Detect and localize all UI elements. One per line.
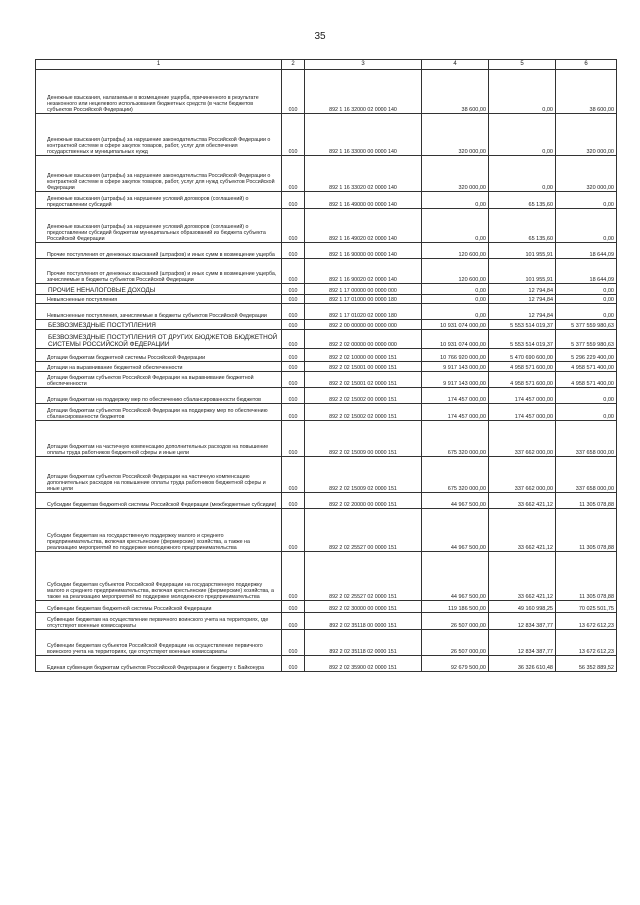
table-row (36, 192, 617, 209)
revenue-name-cell: Единая субвенция бюджетам субъектов Российской Федерации и бюджету г. Байконура (36, 656, 282, 672)
unexecuted-amount-cell: 13 672 612,23 (556, 613, 617, 630)
revenue-name-cell: Дотации бюджетам субъектов Российской Федерации на поддержку мер по обеспечению сбалансированности бюджетов (36, 404, 282, 421)
budget-classification-code-cell: 892 2 02 15002 02 0000 151 (305, 404, 422, 421)
revenue-name-cell: Дотации бюджетам субъектов Российской Федерации на выравнивание бюджетной обеспеченности (36, 372, 282, 388)
unexecuted-amount-cell: 337 658 000,00 (556, 421, 617, 457)
table-row (36, 320, 617, 330)
budget-classification-code-cell: 892 1 17 00000 00 0000 000 (305, 284, 422, 295)
line-code-cell: 010 (282, 613, 305, 630)
budget-classification-code-cell: 892 2 02 15009 02 0000 151 (305, 457, 422, 493)
revenue-name-cell: Денежные взыскания (штрафы) за нарушение законодательства Российской Федерации о контрактной системе в сфере закупок товаров, работ, услуг для нужд субъектов Российской Федерации (36, 156, 282, 192)
revenue-name-cell: Дотации бюджетам бюджетной системы Российской Федерации (36, 349, 282, 362)
revenue-name-cell: Субсидии бюджетам субъектов Российской Федерации на государственную поддержку малого и среднего предпринимательства, включая крестьянские (фермерские) хозяйства, а также на реализацию мероприятий по поддержке молодежного предпринимательства (36, 552, 282, 601)
unexecuted-amount-cell: 56 352 889,52 (556, 656, 617, 672)
table-row (36, 304, 617, 320)
approved-plan-cell: 0,00 (422, 284, 489, 295)
budget-classification-code-cell: 892 2 02 15009 00 0000 151 (305, 421, 422, 457)
approved-plan-cell: 675 320 000,00 (422, 421, 489, 457)
approved-plan-cell: 92 679 500,00 (422, 656, 489, 672)
executed-amount-cell: 12 794,84 (489, 295, 556, 304)
approved-plan-cell: 10 931 074 000,00 (422, 320, 489, 330)
line-code-cell: 010 (282, 304, 305, 320)
executed-amount-cell: 36 326 610,48 (489, 656, 556, 672)
executed-amount-cell: 174 457 000,00 (489, 388, 556, 404)
revenue-name-cell: Денежные взыскания (штрафы) за нарушение условий договоров (соглашений) о предоставлении субсидий бюджетам муниципальных образований из бюджета субъекта Российской Федерации (36, 209, 282, 243)
unexecuted-amount-cell: 5 296 229 400,00 (556, 349, 617, 362)
revenue-name-cell: Субвенции бюджетам субъектов Российской Федерации на осуществление первичного воинского учета на территориях, где отсутствуют военные комиссариаты (36, 630, 282, 656)
executed-amount-cell: 5 553 514 019,37 (489, 320, 556, 330)
unexecuted-amount-cell: 0,00 (556, 404, 617, 421)
table-row (36, 209, 617, 243)
column-header: 1 (36, 60, 282, 70)
approved-plan-cell: 44 967 500,00 (422, 509, 489, 552)
column-header: 4 (422, 60, 489, 70)
line-code-cell: 010 (282, 114, 305, 156)
executed-amount-cell: 174 457 000,00 (489, 404, 556, 421)
unexecuted-amount-cell: 18 644,09 (556, 259, 617, 284)
table-row (36, 388, 617, 404)
line-code-cell: 010 (282, 362, 305, 372)
table-row (36, 114, 617, 156)
budget-classification-code-cell: 892 2 02 25527 00 0000 151 (305, 509, 422, 552)
budget-classification-code-cell: 892 2 02 30000 00 0000 151 (305, 601, 422, 613)
unexecuted-amount-cell: 0,00 (556, 192, 617, 209)
executed-amount-cell: 49 160 998,25 (489, 601, 556, 613)
revenue-name-cell: Невыясненные поступления (36, 295, 282, 304)
approved-plan-cell: 119 186 500,00 (422, 601, 489, 613)
executed-amount-cell: 12 834 387,77 (489, 630, 556, 656)
table-row (36, 404, 617, 421)
table-row (36, 349, 617, 362)
executed-amount-cell: 101 955,91 (489, 243, 556, 259)
approved-plan-cell: 120 600,00 (422, 243, 489, 259)
budget-classification-code-cell: 892 1 16 32000 02 0000 140 (305, 70, 422, 114)
revenue-name-cell: Дотации бюджетам на поддержку мер по обеспечению сбалансированности бюджетов (36, 388, 282, 404)
revenue-name-cell: Субвенции бюджетам бюджетной системы Российской Федерации (36, 601, 282, 613)
unexecuted-amount-cell: 70 025 501,75 (556, 601, 617, 613)
approved-plan-cell: 10 931 074 000,00 (422, 330, 489, 349)
table-row (36, 70, 617, 114)
revenue-name-cell: Дотации бюджетам субъектов Российской Федерации на частичную компенсацию дополнительных расходов на повышение оплаты труда работников бюджетной сферы и иные цели (36, 457, 282, 493)
revenue-name-cell: Прочие поступления от денежных взысканий (штрафов) и иных сумм в возмещение ущерба, зачисляемые в бюджеты субъектов Российской Федерации (36, 259, 282, 284)
line-code-cell: 010 (282, 209, 305, 243)
line-code-cell: 010 (282, 493, 305, 509)
budget-classification-code-cell: 892 2 02 15001 02 0000 151 (305, 372, 422, 388)
unexecuted-amount-cell: 320 000,00 (556, 114, 617, 156)
table-row (36, 362, 617, 372)
budget-classification-code-cell: 892 2 02 15002 00 0000 151 (305, 388, 422, 404)
executed-amount-cell: 5 470 690 600,00 (489, 349, 556, 362)
approved-plan-cell: 26 507 000,00 (422, 613, 489, 630)
approved-plan-cell: 174 457 000,00 (422, 388, 489, 404)
revenue-name-cell: ПРОЧИЕ НЕНАЛОГОВЫЕ ДОХОДЫ (36, 284, 282, 295)
approved-plan-cell: 44 967 500,00 (422, 493, 489, 509)
executed-amount-cell: 0,00 (489, 156, 556, 192)
approved-plan-cell: 10 766 920 000,00 (422, 349, 489, 362)
budget-classification-code-cell: 892 1 16 49020 02 0000 140 (305, 209, 422, 243)
executed-amount-cell: 0,00 (489, 114, 556, 156)
executed-amount-cell: 0,00 (489, 70, 556, 114)
budget-classification-code-cell: 892 2 02 35900 02 0000 151 (305, 656, 422, 672)
executed-amount-cell: 4 958 571 600,00 (489, 372, 556, 388)
column-header: 6 (556, 60, 617, 70)
column-header: 2 (282, 60, 305, 70)
approved-plan-cell: 26 507 000,00 (422, 630, 489, 656)
table-row (36, 601, 617, 613)
budget-classification-code-cell: 892 1 16 90020 02 0000 140 (305, 259, 422, 284)
budget-classification-code-cell: 892 2 02 35118 00 0000 151 (305, 613, 422, 630)
budget-classification-code-cell: 892 2 02 15001 00 0000 151 (305, 362, 422, 372)
approved-plan-cell: 320 000,00 (422, 156, 489, 192)
line-code-cell: 010 (282, 349, 305, 362)
budget-classification-code-cell: 892 1 16 90000 00 0000 140 (305, 243, 422, 259)
revenue-name-cell: Субсидии бюджетам бюджетной системы Российской Федерации (межбюджетные субсидии) (36, 493, 282, 509)
table-row (36, 421, 617, 457)
budget-classification-code-cell: 892 1 16 49000 00 0000 140 (305, 192, 422, 209)
line-code-cell: 010 (282, 243, 305, 259)
line-code-cell: 010 (282, 320, 305, 330)
budget-classification-code-cell: 892 2 02 00000 00 0000 000 (305, 330, 422, 349)
unexecuted-amount-cell: 4 958 571 400,00 (556, 362, 617, 372)
revenue-name-cell: Невыясненные поступления, зачисляемые в бюджеты субъектов Российской Федерации (36, 304, 282, 320)
table-row (36, 156, 617, 192)
line-code-cell: 010 (282, 330, 305, 349)
unexecuted-amount-cell: 18 644,09 (556, 243, 617, 259)
executed-amount-cell: 4 958 571 600,00 (489, 362, 556, 372)
table-row (36, 630, 617, 656)
unexecuted-amount-cell: 4 958 571 400,00 (556, 372, 617, 388)
table-row (36, 457, 617, 493)
approved-plan-cell: 9 917 143 000,00 (422, 372, 489, 388)
table-row (36, 493, 617, 509)
revenue-name-cell: Дотации бюджетам на частичную компенсацию дополнительных расходов на повышение оплаты труда работников бюджетной сферы и иные цели (36, 421, 282, 457)
executed-amount-cell: 33 662 421,12 (489, 493, 556, 509)
line-code-cell: 010 (282, 509, 305, 552)
line-code-cell: 010 (282, 601, 305, 613)
executed-amount-cell: 33 662 421,12 (489, 552, 556, 601)
line-code-cell: 010 (282, 70, 305, 114)
budget-classification-code-cell: 892 1 17 01000 00 0000 180 (305, 295, 422, 304)
column-number-row (36, 60, 617, 70)
unexecuted-amount-cell: 337 658 000,00 (556, 457, 617, 493)
table-row (36, 243, 617, 259)
table-body (36, 70, 617, 672)
budget-classification-code-cell: 892 2 02 35118 02 0000 151 (305, 630, 422, 656)
approved-plan-cell: 675 320 000,00 (422, 457, 489, 493)
revenue-name-cell: Денежные взыскания, налагаемые в возмещение ущерба, причиненного в результате незаконного или нецелевого использования бюджетных средств (в части бюджетов субъектов Российской Федерации) (36, 70, 282, 114)
executed-amount-cell: 12 794,84 (489, 304, 556, 320)
line-code-cell: 010 (282, 388, 305, 404)
unexecuted-amount-cell: 0,00 (556, 295, 617, 304)
table-row (36, 509, 617, 552)
line-code-cell: 010 (282, 156, 305, 192)
executed-amount-cell: 33 662 421,12 (489, 509, 556, 552)
approved-plan-cell: 9 917 143 000,00 (422, 362, 489, 372)
executed-amount-cell: 337 662 000,00 (489, 421, 556, 457)
budget-report-table (35, 59, 617, 672)
budget-classification-code-cell: 892 1 17 01020 02 0000 180 (305, 304, 422, 320)
executed-amount-cell: 12 834 387,77 (489, 613, 556, 630)
line-code-cell: 010 (282, 630, 305, 656)
column-header: 3 (305, 60, 422, 70)
table-row (36, 330, 617, 349)
line-code-cell: 010 (282, 192, 305, 209)
revenue-name-cell: БЕЗВОЗМЕЗДНЫЕ ПОСТУПЛЕНИЯ (36, 320, 282, 330)
unexecuted-amount-cell: 11 305 078,88 (556, 552, 617, 601)
approved-plan-cell: 44 967 500,00 (422, 552, 489, 601)
approved-plan-cell: 0,00 (422, 295, 489, 304)
unexecuted-amount-cell: 0,00 (556, 284, 617, 295)
approved-plan-cell: 0,00 (422, 304, 489, 320)
budget-classification-code-cell: 892 2 02 25527 02 0000 151 (305, 552, 422, 601)
line-code-cell: 010 (282, 552, 305, 601)
approved-plan-cell: 38 600,00 (422, 70, 489, 114)
approved-plan-cell: 174 457 000,00 (422, 404, 489, 421)
unexecuted-amount-cell: 5 377 559 980,63 (556, 330, 617, 349)
approved-plan-cell: 120 600,00 (422, 259, 489, 284)
revenue-name-cell: Денежные взыскания (штрафы) за нарушение законодательства Российской Федерации о контрактной системе в сфере закупок товаров, работ, услуг для обеспечения государственных и муниципальных нужд (36, 114, 282, 156)
revenue-name-cell: Прочие поступления от денежных взысканий (штрафов) и иных сумм в возмещение ущерба (36, 243, 282, 259)
line-code-cell: 010 (282, 295, 305, 304)
executed-amount-cell: 65 135,60 (489, 192, 556, 209)
budget-classification-code-cell: 892 1 16 33020 02 0000 140 (305, 156, 422, 192)
revenue-name-cell: Дотации на выравнивание бюджетной обеспеченности (36, 362, 282, 372)
unexecuted-amount-cell: 5 377 559 980,63 (556, 320, 617, 330)
table-row (36, 295, 617, 304)
line-code-cell: 010 (282, 656, 305, 672)
unexecuted-amount-cell: 11 305 078,88 (556, 493, 617, 509)
revenue-name-cell: Субвенции бюджетам на осуществление первичного воинского учета на территориях, где отсутствуют военные комиссариаты (36, 613, 282, 630)
table-row (36, 656, 617, 672)
unexecuted-amount-cell: 11 305 078,88 (556, 509, 617, 552)
budget-classification-code-cell: 892 2 02 20000 00 0000 151 (305, 493, 422, 509)
table-row (36, 259, 617, 284)
table-row (36, 613, 617, 630)
table-row (36, 284, 617, 295)
unexecuted-amount-cell: 38 600,00 (556, 70, 617, 114)
table-row (36, 552, 617, 601)
revenue-name-cell: БЕЗВОЗМЕЗДНЫЕ ПОСТУПЛЕНИЯ ОТ ДРУГИХ БЮДЖЕТОВ БЮДЖЕТНОЙ СИСТЕМЫ РОССИЙСКОЙ ФЕДЕРАЦИИ (36, 330, 282, 349)
approved-plan-cell: 0,00 (422, 209, 489, 243)
page-number: 35 (314, 31, 326, 42)
executed-amount-cell: 5 553 514 019,37 (489, 330, 556, 349)
unexecuted-amount-cell: 13 672 612,23 (556, 630, 617, 656)
approved-plan-cell: 320 000,00 (422, 114, 489, 156)
budget-classification-code-cell: 892 2 00 00000 00 0000 000 (305, 320, 422, 330)
line-code-cell: 010 (282, 259, 305, 284)
table-row (36, 372, 617, 388)
revenue-name-cell: Денежные взыскания (штрафы) за нарушение условий договоров (соглашений) о предоставлении субсидий (36, 192, 282, 209)
budget-classification-code-cell: 892 2 02 10000 00 0000 151 (305, 349, 422, 362)
unexecuted-amount-cell: 320 000,00 (556, 156, 617, 192)
line-code-cell: 010 (282, 372, 305, 388)
executed-amount-cell: 12 794,84 (489, 284, 556, 295)
line-code-cell: 010 (282, 284, 305, 295)
executed-amount-cell: 337 662 000,00 (489, 457, 556, 493)
executed-amount-cell: 65 135,60 (489, 209, 556, 243)
line-code-cell: 010 (282, 457, 305, 493)
approved-plan-cell: 0,00 (422, 192, 489, 209)
line-code-cell: 010 (282, 421, 305, 457)
budget-classification-code-cell: 892 1 16 33000 00 0000 140 (305, 114, 422, 156)
executed-amount-cell: 101 955,91 (489, 259, 556, 284)
line-code-cell: 010 (282, 404, 305, 421)
column-header: 5 (489, 60, 556, 70)
unexecuted-amount-cell: 0,00 (556, 209, 617, 243)
unexecuted-amount-cell: 0,00 (556, 388, 617, 404)
unexecuted-amount-cell: 0,00 (556, 304, 617, 320)
revenue-name-cell: Субсидии бюджетам на государственную поддержку малого и среднего предпринимательства, включая крестьянские (фермерские) хозяйства, а также на реализацию мероприятий по поддержке молодежного предпринимательства (36, 509, 282, 552)
